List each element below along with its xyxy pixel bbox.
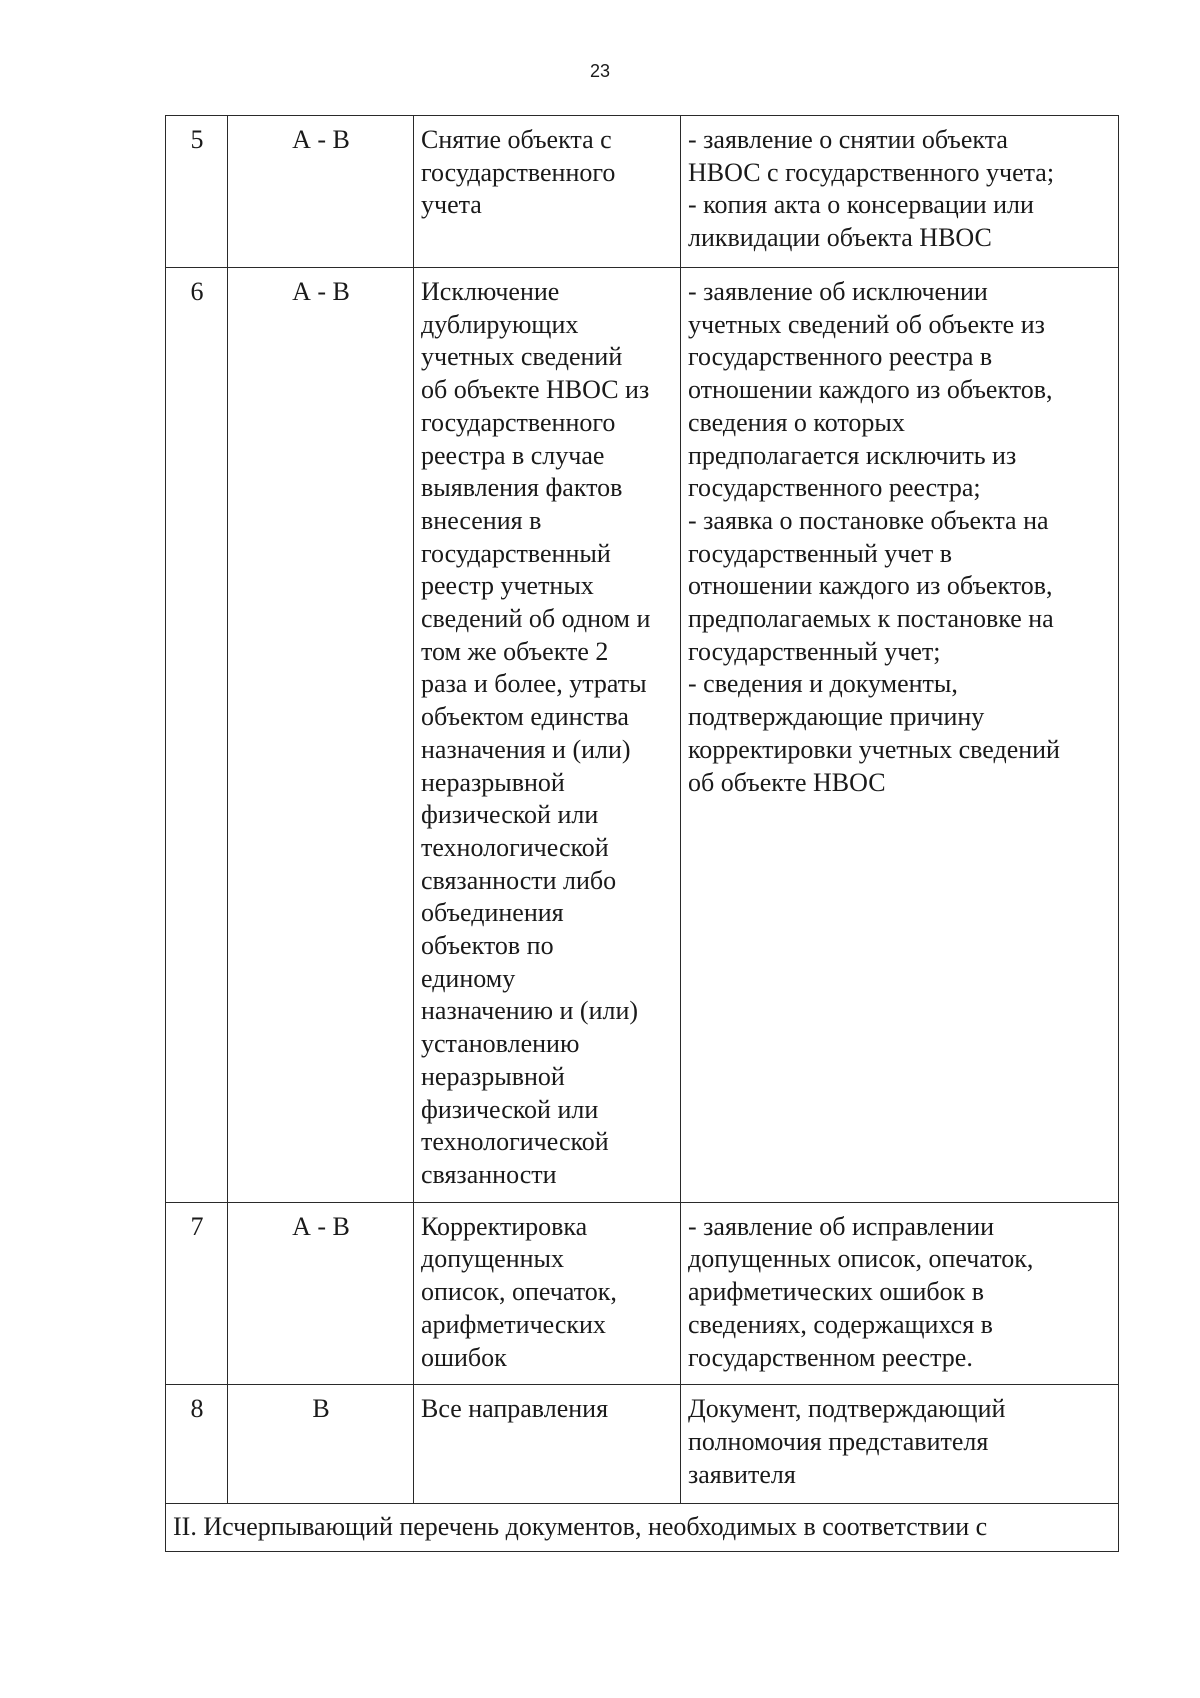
action-name: Корректировка допущенных описок, опечаток, арифметических ошибок — [414, 1202, 681, 1385]
page-number: 23 — [589, 61, 611, 81]
row-number: 5 — [166, 116, 228, 268]
required-documents: - заявление о снятии объекта НВОС с государственного учета; - копия акта о консервации или ликвидации объекта НВОС — [681, 116, 1119, 268]
table-row — [166, 268, 1119, 1203]
action-name: Исключение дублирующих учетных сведений об объекте НВОС из государственного реестра в случае выявления фактов внесения в государственный реестр учетных сведений об одном и том же объекте 2 раза и более, утраты объектом единства назначения и (или) неразрывной физической или технологической связанности либо объединения объектов по единому назначению и (или) установлению неразрывной физической или технологической связанности — [414, 268, 681, 1203]
required-documents: Документ, подтверждающий полномочия представителя заявителя — [681, 1385, 1119, 1504]
section-heading: II. Исчерпывающий перечень документов, необходимых в соответствии с — [166, 1504, 1119, 1552]
table-row — [166, 1385, 1119, 1504]
table-row — [166, 1202, 1119, 1385]
section-heading-row — [166, 1504, 1119, 1552]
applicant-group: В — [228, 1385, 414, 1504]
table-row — [166, 116, 1119, 268]
required-documents: - заявление об исправлении допущенных описок, опечаток, арифметических ошибок в сведениях, содержащихся в государственном реестре. — [681, 1202, 1119, 1385]
action-name: Все направления — [414, 1385, 681, 1504]
row-number: 8 — [166, 1385, 228, 1504]
applicant-group: А - В — [228, 1202, 414, 1385]
required-documents: - заявление об исключении учетных сведений об объекте из государственного реестра в отношении каждого из объектов, сведения о которых предполагается исключить из государственного реестра; - заявка о постановке объекта на государственный учет в отношении каждого из объектов, предполагаемых к постановке на государственный учет; - сведения и документы, подтверждающие причину корректировки учетных сведений об объекте НВОС — [681, 268, 1119, 1203]
applicant-group: А - В — [228, 116, 414, 268]
documents-table — [165, 115, 1119, 1552]
applicant-group: А - В — [228, 268, 414, 1203]
row-number: 7 — [166, 1202, 228, 1385]
row-number: 6 — [166, 268, 228, 1203]
action-name: Снятие объекта с государственного учета — [414, 116, 681, 268]
